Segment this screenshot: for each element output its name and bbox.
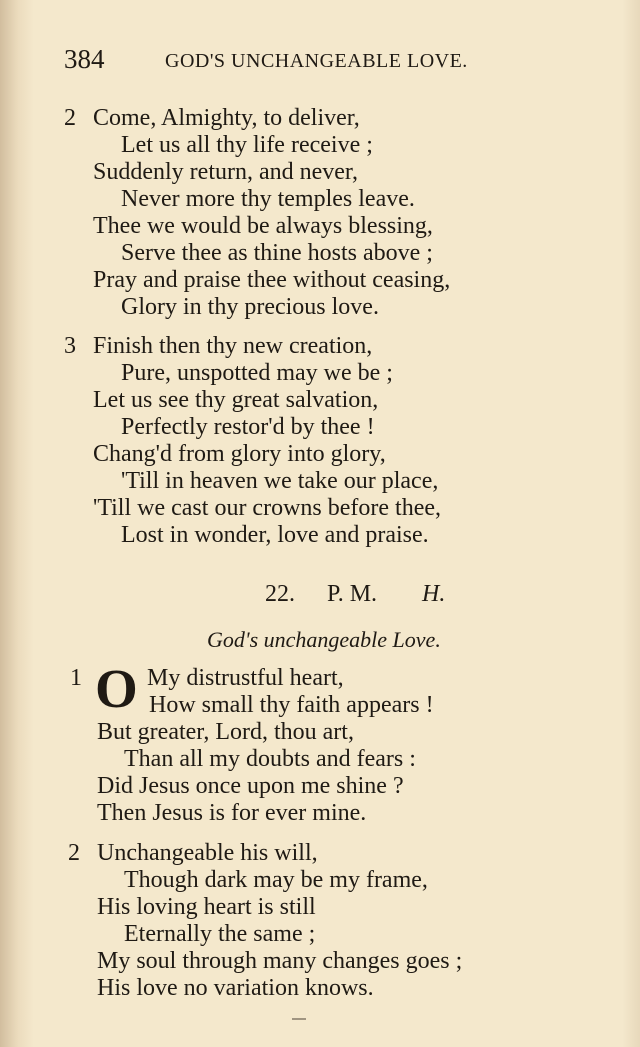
page-header xyxy=(64,44,564,80)
verse-line: My distrustful heart, xyxy=(147,665,344,691)
catch-mark xyxy=(292,1018,306,1020)
verse-line: Glory in thy precious love. xyxy=(121,294,379,320)
hymn-title: God's unchangeable Love. xyxy=(207,627,441,652)
verse-line: Eternally the same ; xyxy=(124,921,316,947)
verse-line: Though dark may be my frame, xyxy=(124,867,428,893)
verse-line: Suddenly return, and never, xyxy=(93,159,358,185)
verse-number: 2 xyxy=(64,105,76,131)
verse-number: 1 xyxy=(70,665,82,691)
verse-line: Pray and praise thee without ceasing, xyxy=(93,267,451,293)
verse-line: 'Till we cast our crowns before thee, xyxy=(93,495,442,521)
verse-line: But greater, Lord, thou art, xyxy=(97,719,354,745)
hymn-number: 22. xyxy=(265,581,295,607)
verse-number: 3 xyxy=(64,333,76,359)
verse-line: Come, Almighty, to deliver, xyxy=(93,105,360,131)
verse-line: Thee we would be always blessing, xyxy=(93,213,433,239)
verse-line: Lost in wonder, love and praise. xyxy=(121,522,429,548)
drop-cap: O xyxy=(95,658,138,719)
verse-line: Perfectly restor'd by thee ! xyxy=(121,414,375,440)
verse-line: Did Jesus once upon me shine ? xyxy=(97,773,404,799)
verse-line: My soul through many changes goes ; xyxy=(97,948,463,974)
verse-line: How small thy faith appears ! xyxy=(149,692,434,718)
verse-line: Pure, unspotted may we be ; xyxy=(121,360,393,386)
verse-line: Then Jesus is for ever mine. xyxy=(97,800,367,826)
verse-line: Unchangeable his will, xyxy=(97,840,318,866)
hymn-key: H. xyxy=(422,581,446,607)
verse-line: Let us all thy life receive ; xyxy=(121,132,373,158)
verse-line: Serve thee as thine hosts above ; xyxy=(121,240,433,266)
verse-line: Never more thy temples leave. xyxy=(121,186,415,212)
page-number: 384 xyxy=(64,44,105,74)
verse-line: His love no variation knows. xyxy=(97,975,374,1001)
verse-line: Than all my doubts and fears : xyxy=(124,746,416,772)
verse-line: His loving heart is still xyxy=(97,894,316,920)
verse-line: Let us see thy great salvation, xyxy=(93,387,379,413)
verse-line: Chang'd from glory into glory, xyxy=(93,441,386,467)
verse-line: Finish then thy new creation, xyxy=(93,333,373,359)
verse-line: 'Till in heaven we take our place, xyxy=(121,468,439,494)
verse-number: 2 xyxy=(68,840,80,866)
hymn-meter: P. M. xyxy=(327,581,378,607)
running-title: GOD'S UNCHANGEABLE LOVE. xyxy=(165,50,468,72)
